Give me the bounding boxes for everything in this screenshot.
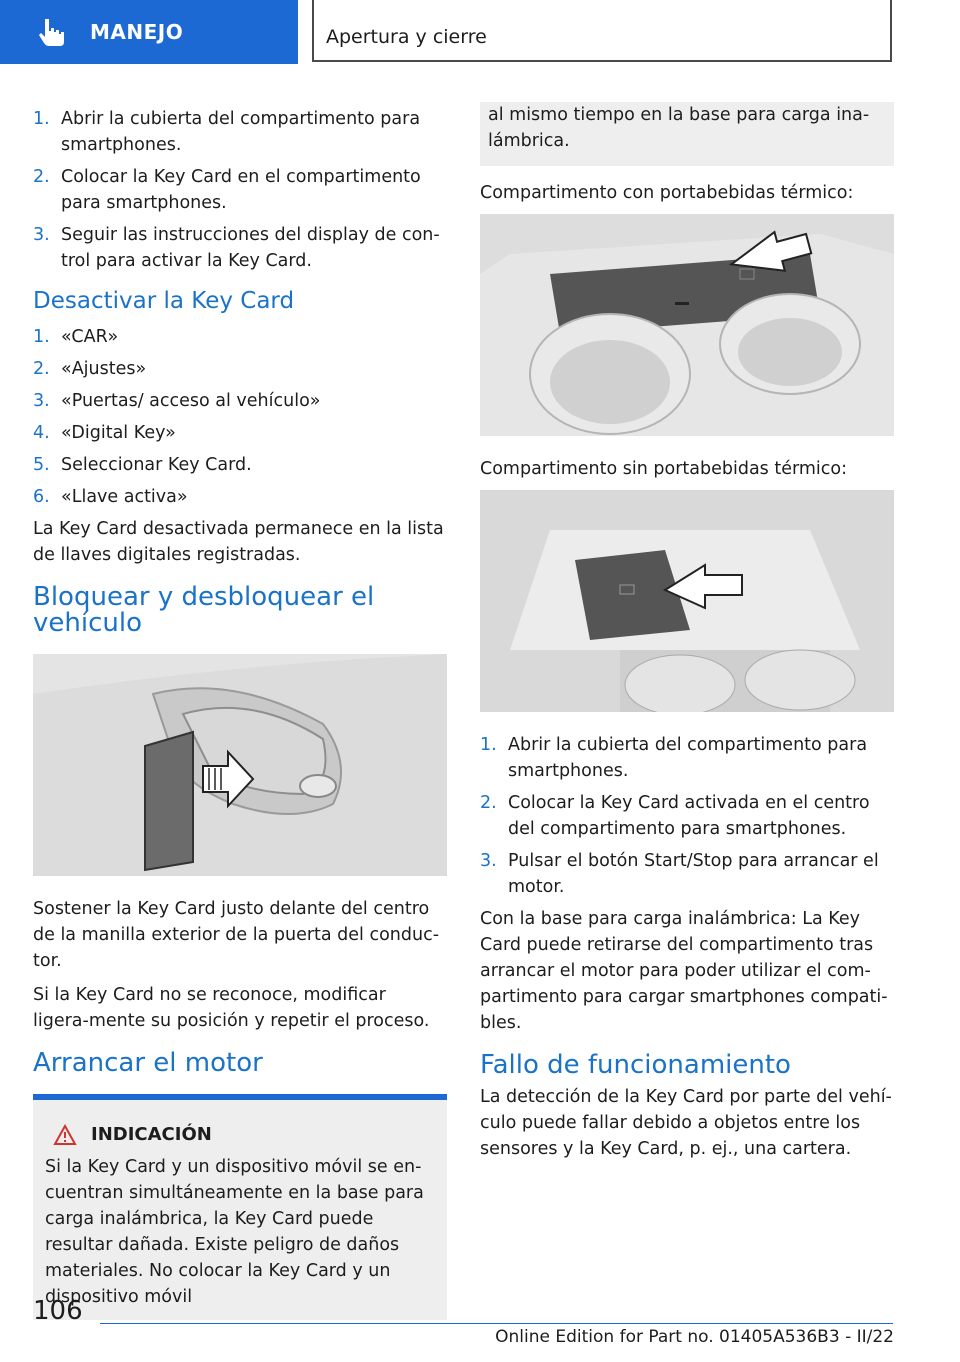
deactivate-note: La Key Card desactivada permanece en la lista de llaves digitales registradas. bbox=[33, 519, 444, 565]
start-steps bbox=[480, 732, 894, 900]
caption-thermal: Compartimento con portabebidas térmico: bbox=[480, 183, 854, 203]
caption-nonthermal: Compartimento sin portabebidas térmico: bbox=[480, 459, 847, 479]
warning-icon bbox=[53, 1124, 77, 1146]
lock-heading: Bloquear y desbloquear el vehículo bbox=[33, 582, 375, 638]
list-item: 1. Abrir la cubierta del compartimento para smartphones. bbox=[33, 109, 421, 155]
deactivation-steps bbox=[33, 324, 447, 510]
list-item: 1. «CAR» bbox=[33, 327, 119, 347]
section-label: MANEJO bbox=[90, 20, 184, 44]
footer-divider bbox=[100, 1323, 893, 1324]
list-item: 5. Seleccionar Key Card. bbox=[33, 455, 252, 475]
nonthermal-compartment-photo bbox=[480, 490, 894, 712]
page-number: 106 bbox=[33, 1296, 83, 1326]
list-item: 6. «Llave activa» bbox=[33, 487, 188, 507]
list-item: 3. Seguir las instrucciones del display de con‐trol para activar la Key Card. bbox=[33, 225, 440, 271]
list-item: 4. «Digital Key» bbox=[33, 423, 176, 443]
notice-box bbox=[33, 1094, 447, 1320]
chapter-title: Apertura y cierre bbox=[326, 26, 487, 48]
list-item: 2. Colocar la Key Card en el compartimento para smartphones. bbox=[33, 167, 421, 213]
door-handle-photo bbox=[33, 654, 447, 876]
right-column bbox=[480, 102, 894, 1170]
thermal-compartment-photo bbox=[480, 214, 894, 436]
malfunction-heading: Fallo de funcionamiento bbox=[480, 1050, 791, 1080]
hand-pointer-icon bbox=[36, 15, 70, 49]
list-item: 1. Abrir la cubierta del compartimento para smartphones. bbox=[480, 735, 868, 781]
list-item: 3. «Puertas/ acceso al vehículo» bbox=[33, 391, 321, 411]
malfunction-text: La detección de la Key Card por parte del vehí‐culo puede fallar debido a objetos entre los sensores y la Key Card, p. ej., una cartera. bbox=[480, 1087, 892, 1159]
lock-text-1: Sostener la Key Card justo delante del centro de la manilla exterior de la puerta del conduc‐tor. bbox=[33, 899, 440, 971]
activation-steps bbox=[33, 106, 447, 274]
list-item: 3. Pulsar el botón Start/Stop para arrancar el motor. bbox=[480, 851, 879, 897]
list-item: 2. «Ajustes» bbox=[33, 359, 147, 379]
edition-footer: Online Edition for Part no. 01405A536B3 - II/22 bbox=[495, 1327, 894, 1347]
deactivate-heading: Desactivar la Key Card bbox=[33, 288, 295, 314]
left-column bbox=[33, 106, 447, 1320]
start-heading: Arrancar el motor bbox=[33, 1048, 263, 1078]
section-tab bbox=[0, 0, 298, 64]
notice-continuation: al mismo tiempo en la base para carga ina‐lámbrica. bbox=[480, 102, 894, 166]
list-item: 2. Colocar la Key Card activada en el centro del compartimento para smartphones. bbox=[480, 793, 870, 839]
notice-title: INDICACIÓN bbox=[45, 1122, 435, 1148]
lock-text-2: Si la Key Card no se reconoce, modificar ligera‐mente su posición y repetir el proceso. bbox=[33, 985, 430, 1031]
wireless-note: Con la base para carga inalámbrica: La Key Card puede retirarse del compartimento tras arrancar el motor para poder utilizar el com‐partimento para cargar smartphones compati‐bles. bbox=[480, 909, 888, 1033]
notice-text: Si la Key Card y un dispositivo móvil se en‐cuentran simultáneamente en la base para carga inalámbrica, la Key Card puede resultar dañada. Existe peligro de daños materiales. No colocar la Key Card y un dispositivo móvil bbox=[45, 1157, 424, 1307]
